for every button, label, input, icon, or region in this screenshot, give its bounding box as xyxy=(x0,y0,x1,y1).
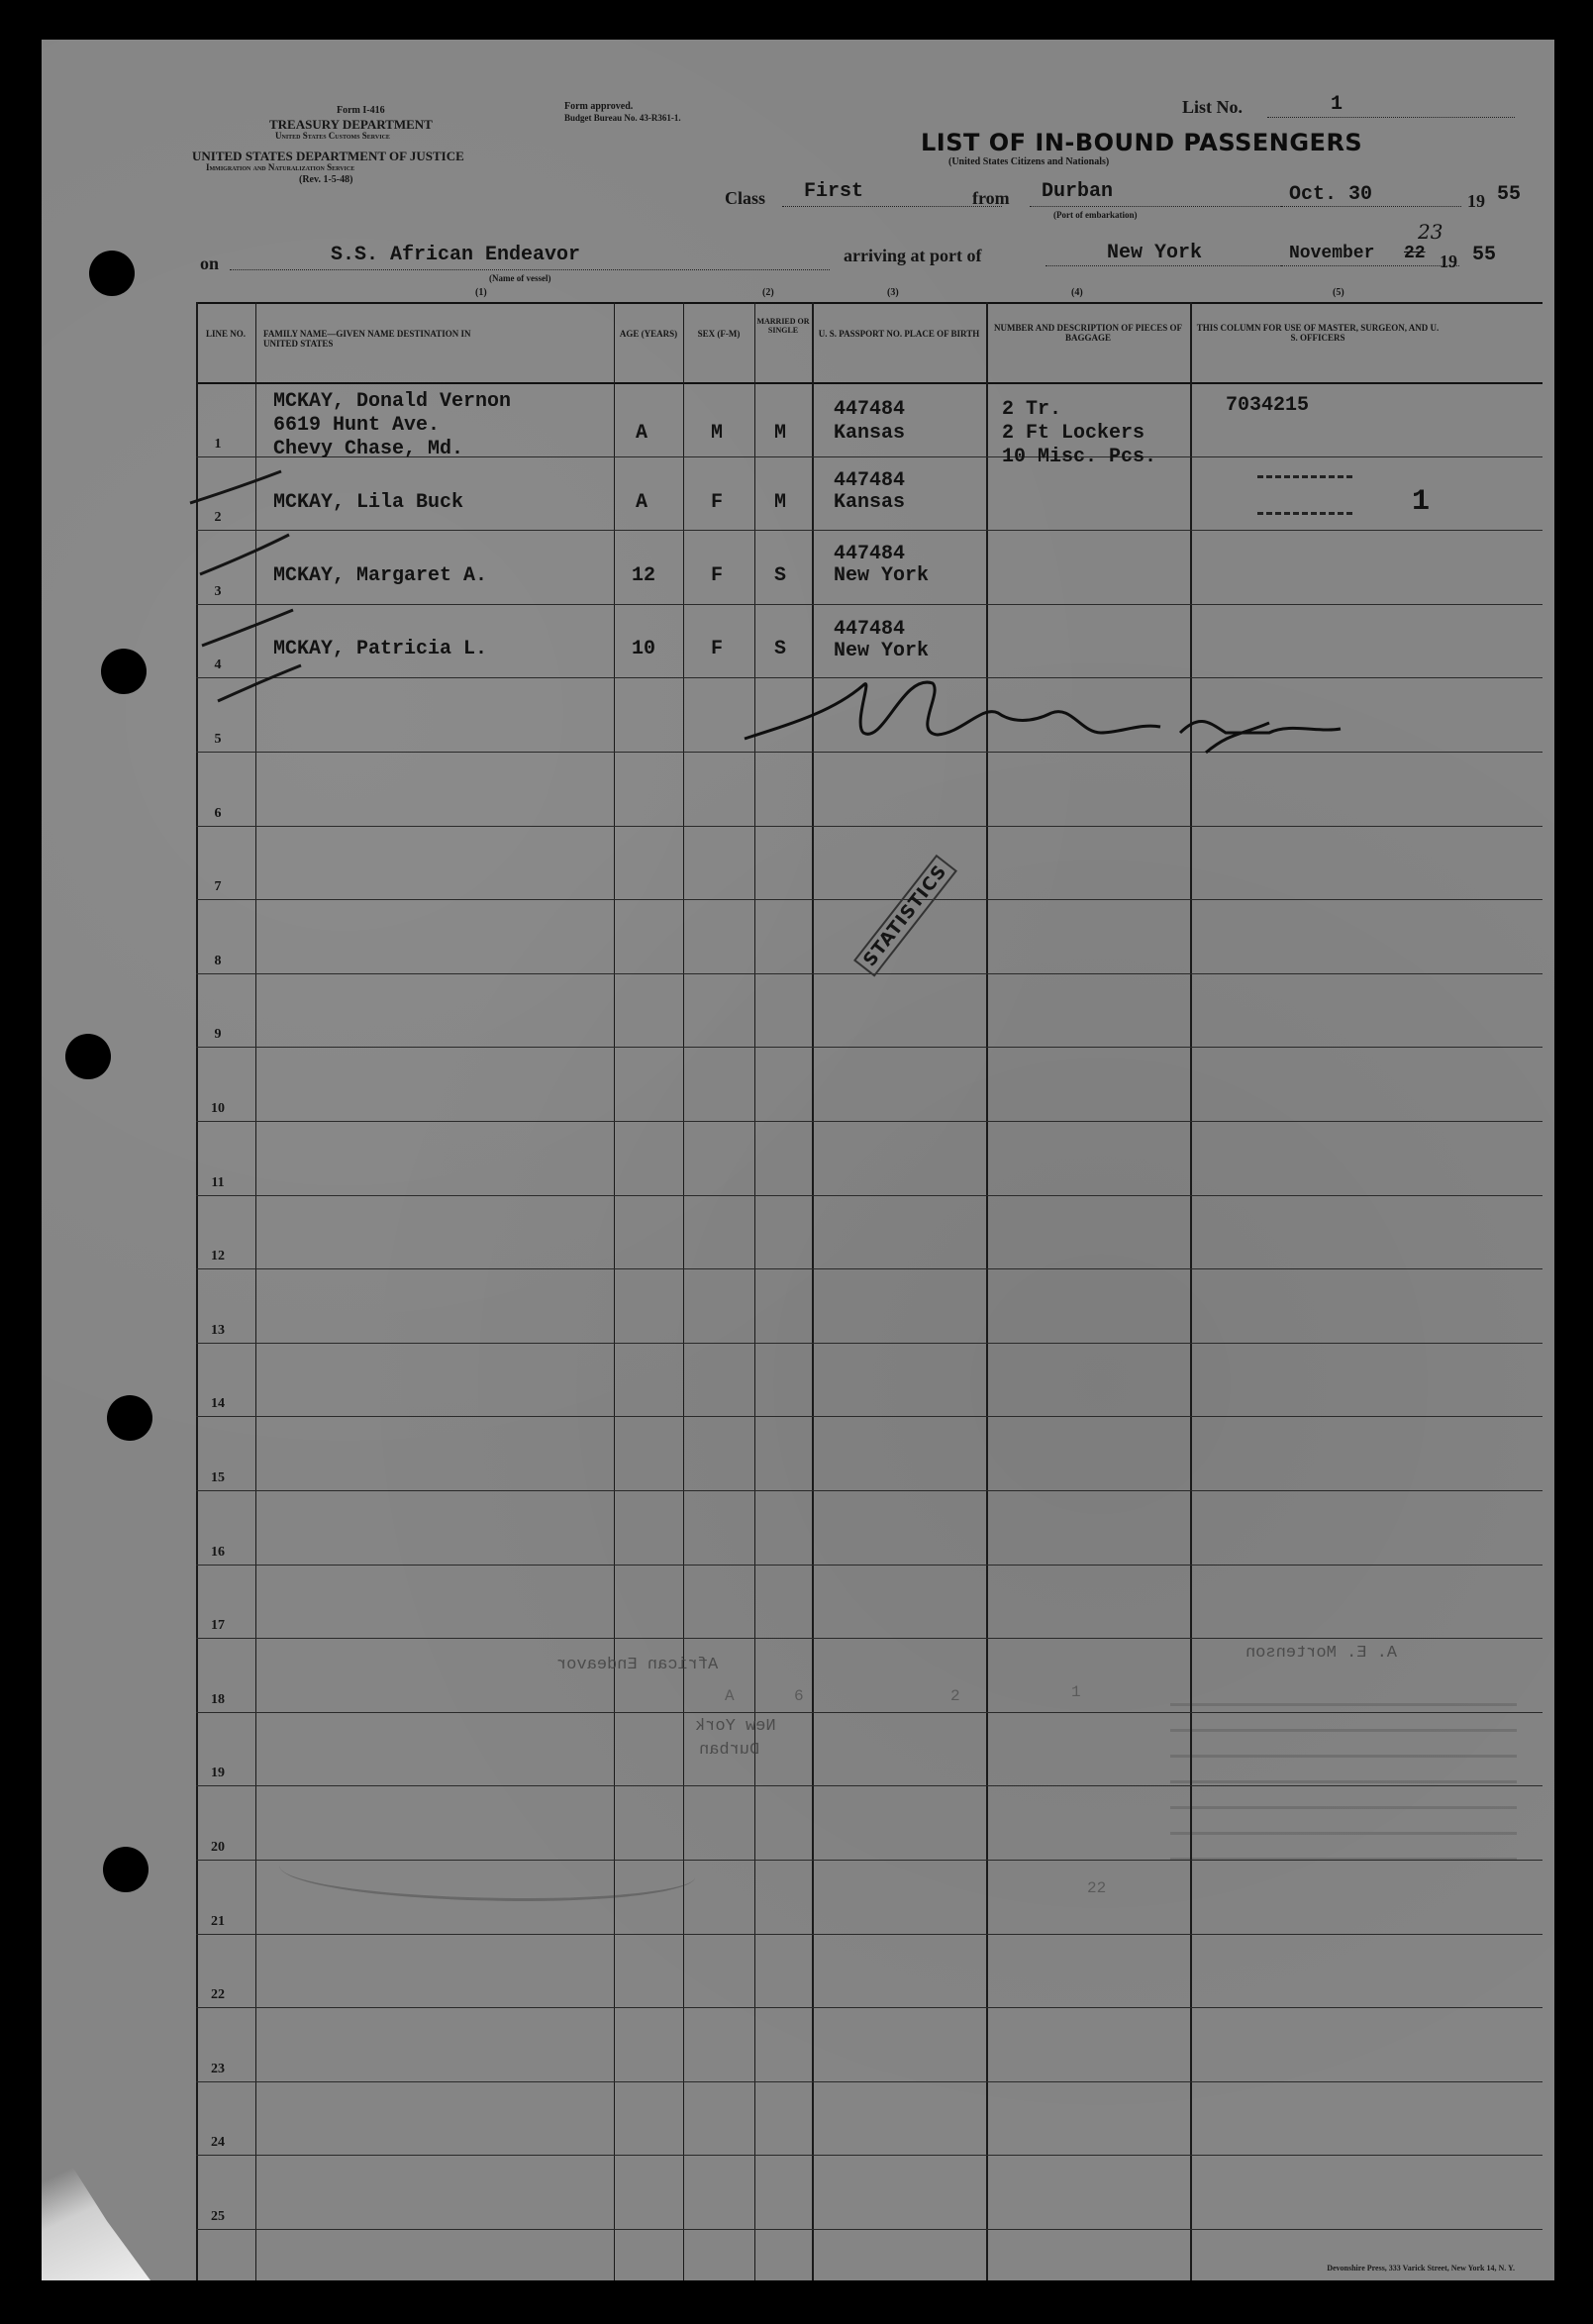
col-divider-passport xyxy=(812,302,814,2280)
punch-hole xyxy=(89,251,135,296)
arrival-year: 55 xyxy=(1472,244,1497,266)
row-rule xyxy=(196,2081,1543,2082)
row-rule xyxy=(196,1047,1543,1048)
passenger-name: MCKAY, Patricia L. xyxy=(273,638,488,660)
line-number: 24 xyxy=(211,2135,225,2150)
row-rule xyxy=(196,752,1543,753)
row-rule xyxy=(196,826,1543,827)
line-number: 19 xyxy=(211,1766,225,1780)
passenger-status: S xyxy=(774,638,787,660)
port-line xyxy=(1045,265,1281,266)
passenger-status: M xyxy=(774,422,787,445)
passenger-name: MCKAY, Margaret A. xyxy=(273,564,488,587)
col-divider-age xyxy=(614,302,615,2280)
column-number: (2) xyxy=(762,287,774,298)
baggage-entry: 2 Ft Lockers xyxy=(1002,422,1145,445)
class-label: Class xyxy=(725,188,766,208)
line-number: 11 xyxy=(211,1175,225,1190)
passenger-birthplace: Kansas xyxy=(834,491,906,514)
passenger-status: S xyxy=(774,564,787,587)
date-line xyxy=(1281,206,1461,207)
passenger-passport: 447484 xyxy=(834,398,906,421)
baggage-entry: 10 Misc. Pcs. xyxy=(1002,446,1157,468)
arrival-day: 23 xyxy=(1418,220,1444,244)
line-number: 13 xyxy=(211,1323,225,1338)
bleedthrough-number: A xyxy=(725,1687,735,1705)
officer-markings xyxy=(1257,475,1352,515)
departure-date: Oct. 30 xyxy=(1289,183,1373,206)
arrival-day-struck: 22 xyxy=(1404,244,1426,263)
row-rule xyxy=(196,530,1543,531)
col-divider-name xyxy=(255,302,256,2280)
printer-credit: Devonshire Press, 333 Varick Street, New York 14, N. Y. xyxy=(1327,2264,1515,2273)
list-no-line xyxy=(1267,117,1515,118)
list-no-label: List No. xyxy=(1182,97,1244,117)
passenger-name: MCKAY, Donald Vernon xyxy=(273,390,512,413)
row-rule xyxy=(196,1268,1543,1269)
col-divider-baggage xyxy=(986,302,988,2280)
list-no-value: 1 xyxy=(1331,93,1344,116)
from-line xyxy=(1030,206,1281,207)
line-number: 8 xyxy=(214,954,222,968)
row-rule xyxy=(196,2155,1543,2156)
punch-hole xyxy=(101,649,147,694)
line-number: 5 xyxy=(214,732,222,747)
passenger-sex: F xyxy=(711,491,724,514)
statistics-stamp: STATISTICS xyxy=(853,855,957,977)
row-rule xyxy=(196,1343,1543,1344)
passenger-passport: 447484 xyxy=(834,618,906,641)
class-value: First xyxy=(804,180,864,203)
column-number: (5) xyxy=(1333,287,1344,298)
folded-corner xyxy=(42,2082,150,2280)
class-line xyxy=(782,206,1002,207)
arrival-month: November xyxy=(1289,244,1375,263)
form-approved: Form approved. xyxy=(564,101,634,112)
line-number: 16 xyxy=(211,1545,225,1560)
passenger-passport: 447484 xyxy=(834,469,906,492)
col-header-sex: SEX (F-M) xyxy=(697,329,741,339)
passenger-address: Chevy Chase, Md. xyxy=(273,438,464,460)
passenger-birthplace: Kansas xyxy=(834,422,906,445)
line-number: 18 xyxy=(211,1692,225,1707)
col-header-passport: U. S. PASSPORT NO. PLACE OF BIRTH xyxy=(818,329,980,339)
punch-hole xyxy=(103,1847,149,1892)
line-number: 15 xyxy=(211,1470,225,1485)
passenger-age: A xyxy=(636,491,648,514)
column-number: (1) xyxy=(475,287,487,298)
line-number: 23 xyxy=(211,2062,225,2076)
row-rule xyxy=(196,2229,1543,2230)
bleedthrough-number: 2 xyxy=(950,1687,960,1705)
passenger-sex: M xyxy=(711,422,724,445)
passenger-address: 6619 Hunt Ave. xyxy=(273,414,441,437)
punch-hole xyxy=(107,1395,152,1441)
bleedthrough-number: 1 xyxy=(1071,1683,1081,1701)
treasury-department: TREASURY DEPARTMENT xyxy=(269,117,433,132)
col-header-status: MARRIED OR SINGLE xyxy=(756,317,810,335)
col-header-officers: THIS COLUMN FOR USE OF MASTER, SURGEON, AND U. S. OFFICERS xyxy=(1196,323,1440,343)
col-header-baggage: NUMBER AND DESCRIPTION OF PIECES OF BAGGAGE xyxy=(994,323,1182,343)
passenger-name: MCKAY, Lila Buck xyxy=(273,491,464,514)
bleedthrough-number: 6 xyxy=(794,1687,804,1705)
col-header-name: FAMILY NAME—GIVEN NAME DESTINATION IN UNITED STATES xyxy=(263,329,471,349)
row-rule xyxy=(196,899,1543,900)
passenger-birthplace: New York xyxy=(834,564,930,587)
on-label: on xyxy=(200,253,220,273)
passenger-passport: 447484 xyxy=(834,543,906,565)
manifest-page xyxy=(42,40,1554,2280)
row-rule xyxy=(196,1416,1543,1417)
check-marks xyxy=(42,40,1554,2280)
line-number: 6 xyxy=(214,806,222,821)
vessel-line xyxy=(230,269,830,270)
line-number: 25 xyxy=(211,2209,225,2224)
arrival-date-line xyxy=(1281,265,1459,266)
col-divider-status xyxy=(754,302,755,2280)
line-number: 3 xyxy=(214,584,222,599)
passenger-age: 12 xyxy=(632,564,656,587)
arrival-year-prefix: 19 xyxy=(1440,252,1457,271)
arriving-label: arriving at port of xyxy=(844,246,982,265)
page-subtitle: (United States Citizens and Nationals) xyxy=(948,156,1110,167)
table-header-rule xyxy=(196,382,1543,384)
budget-bureau: Budget Bureau No. 43-R361-1. xyxy=(564,113,681,123)
arrival-port: New York xyxy=(1107,242,1203,264)
passenger-sex: F xyxy=(711,638,724,660)
departure-year: 55 xyxy=(1497,183,1522,206)
immigration-service: Immigration and Naturalization Service xyxy=(206,162,355,172)
column-number: (4) xyxy=(1071,287,1083,298)
row-rule xyxy=(196,1638,1543,1639)
line-number: 2 xyxy=(214,510,222,525)
line-number: 1 xyxy=(214,437,222,452)
bleedthrough-officer: A. E. Mortenson xyxy=(1245,1644,1398,1663)
officer-note: 7034215 xyxy=(1226,394,1310,417)
bleedthrough-signature xyxy=(279,1842,695,1901)
line-number: 14 xyxy=(211,1396,225,1411)
table-top-rule xyxy=(196,302,1543,304)
column-number: (3) xyxy=(887,287,899,298)
row-rule xyxy=(196,1490,1543,1491)
row-rule xyxy=(196,1121,1543,1122)
passenger-age: 10 xyxy=(632,638,656,660)
bleedthrough-port: New York xyxy=(695,1717,776,1736)
row-rule xyxy=(196,2007,1543,2008)
line-number: 22 xyxy=(211,1987,225,2002)
line-number: 10 xyxy=(211,1101,225,1116)
row-rule xyxy=(196,677,1543,678)
form-number: Form I-416 xyxy=(337,105,385,116)
col-divider-sex xyxy=(683,302,684,2280)
departure-year-prefix: 19 xyxy=(1467,191,1485,211)
line-number: 4 xyxy=(214,657,222,672)
embarkation-caption: (Port of embarkation) xyxy=(1053,210,1138,220)
row-rule xyxy=(196,1565,1543,1566)
baggage-entry: 2 Tr. xyxy=(1002,398,1062,421)
line-number: 9 xyxy=(214,1027,222,1042)
row-rule xyxy=(196,1195,1543,1196)
line-number: 12 xyxy=(211,1249,225,1263)
from-label: from xyxy=(972,188,1010,208)
line-number: 7 xyxy=(214,879,222,894)
col-divider-officers xyxy=(1190,302,1192,2280)
customs-service: United States Customs Service xyxy=(275,131,390,141)
col-header-age: AGE (YEARS) xyxy=(619,329,678,339)
row-rule xyxy=(196,1934,1543,1935)
form-revision: (Rev. 1-5-48) xyxy=(299,174,353,185)
line-number: 20 xyxy=(211,1840,225,1855)
from-value: Durban xyxy=(1042,180,1114,203)
punch-hole xyxy=(65,1034,111,1079)
bleedthrough-text-block xyxy=(1170,1703,1517,1871)
line-number: 17 xyxy=(211,1618,225,1633)
line-number: 21 xyxy=(211,1914,225,1929)
passenger-sex: F xyxy=(711,564,724,587)
vessel-caption: (Name of vessel) xyxy=(489,273,551,283)
passenger-age: A xyxy=(636,422,648,445)
bleedthrough-from: Durban xyxy=(699,1741,760,1760)
page-title: LIST OF IN-BOUND PASSENGERS xyxy=(921,129,1363,156)
passenger-status: M xyxy=(774,491,787,514)
vessel-name: S.S. African Endeavor xyxy=(331,244,581,266)
bleedthrough-vessel: African Endeavor xyxy=(556,1656,719,1674)
row-rule xyxy=(196,604,1543,605)
col-header-line: LINE NO. xyxy=(205,329,246,339)
bleedthrough-count: 22 xyxy=(1087,1879,1107,1897)
department-of-justice: UNITED STATES DEPARTMENT OF JUSTICE xyxy=(192,149,464,163)
passenger-birthplace: New York xyxy=(834,640,930,662)
officer-note: 1 xyxy=(1412,485,1431,519)
